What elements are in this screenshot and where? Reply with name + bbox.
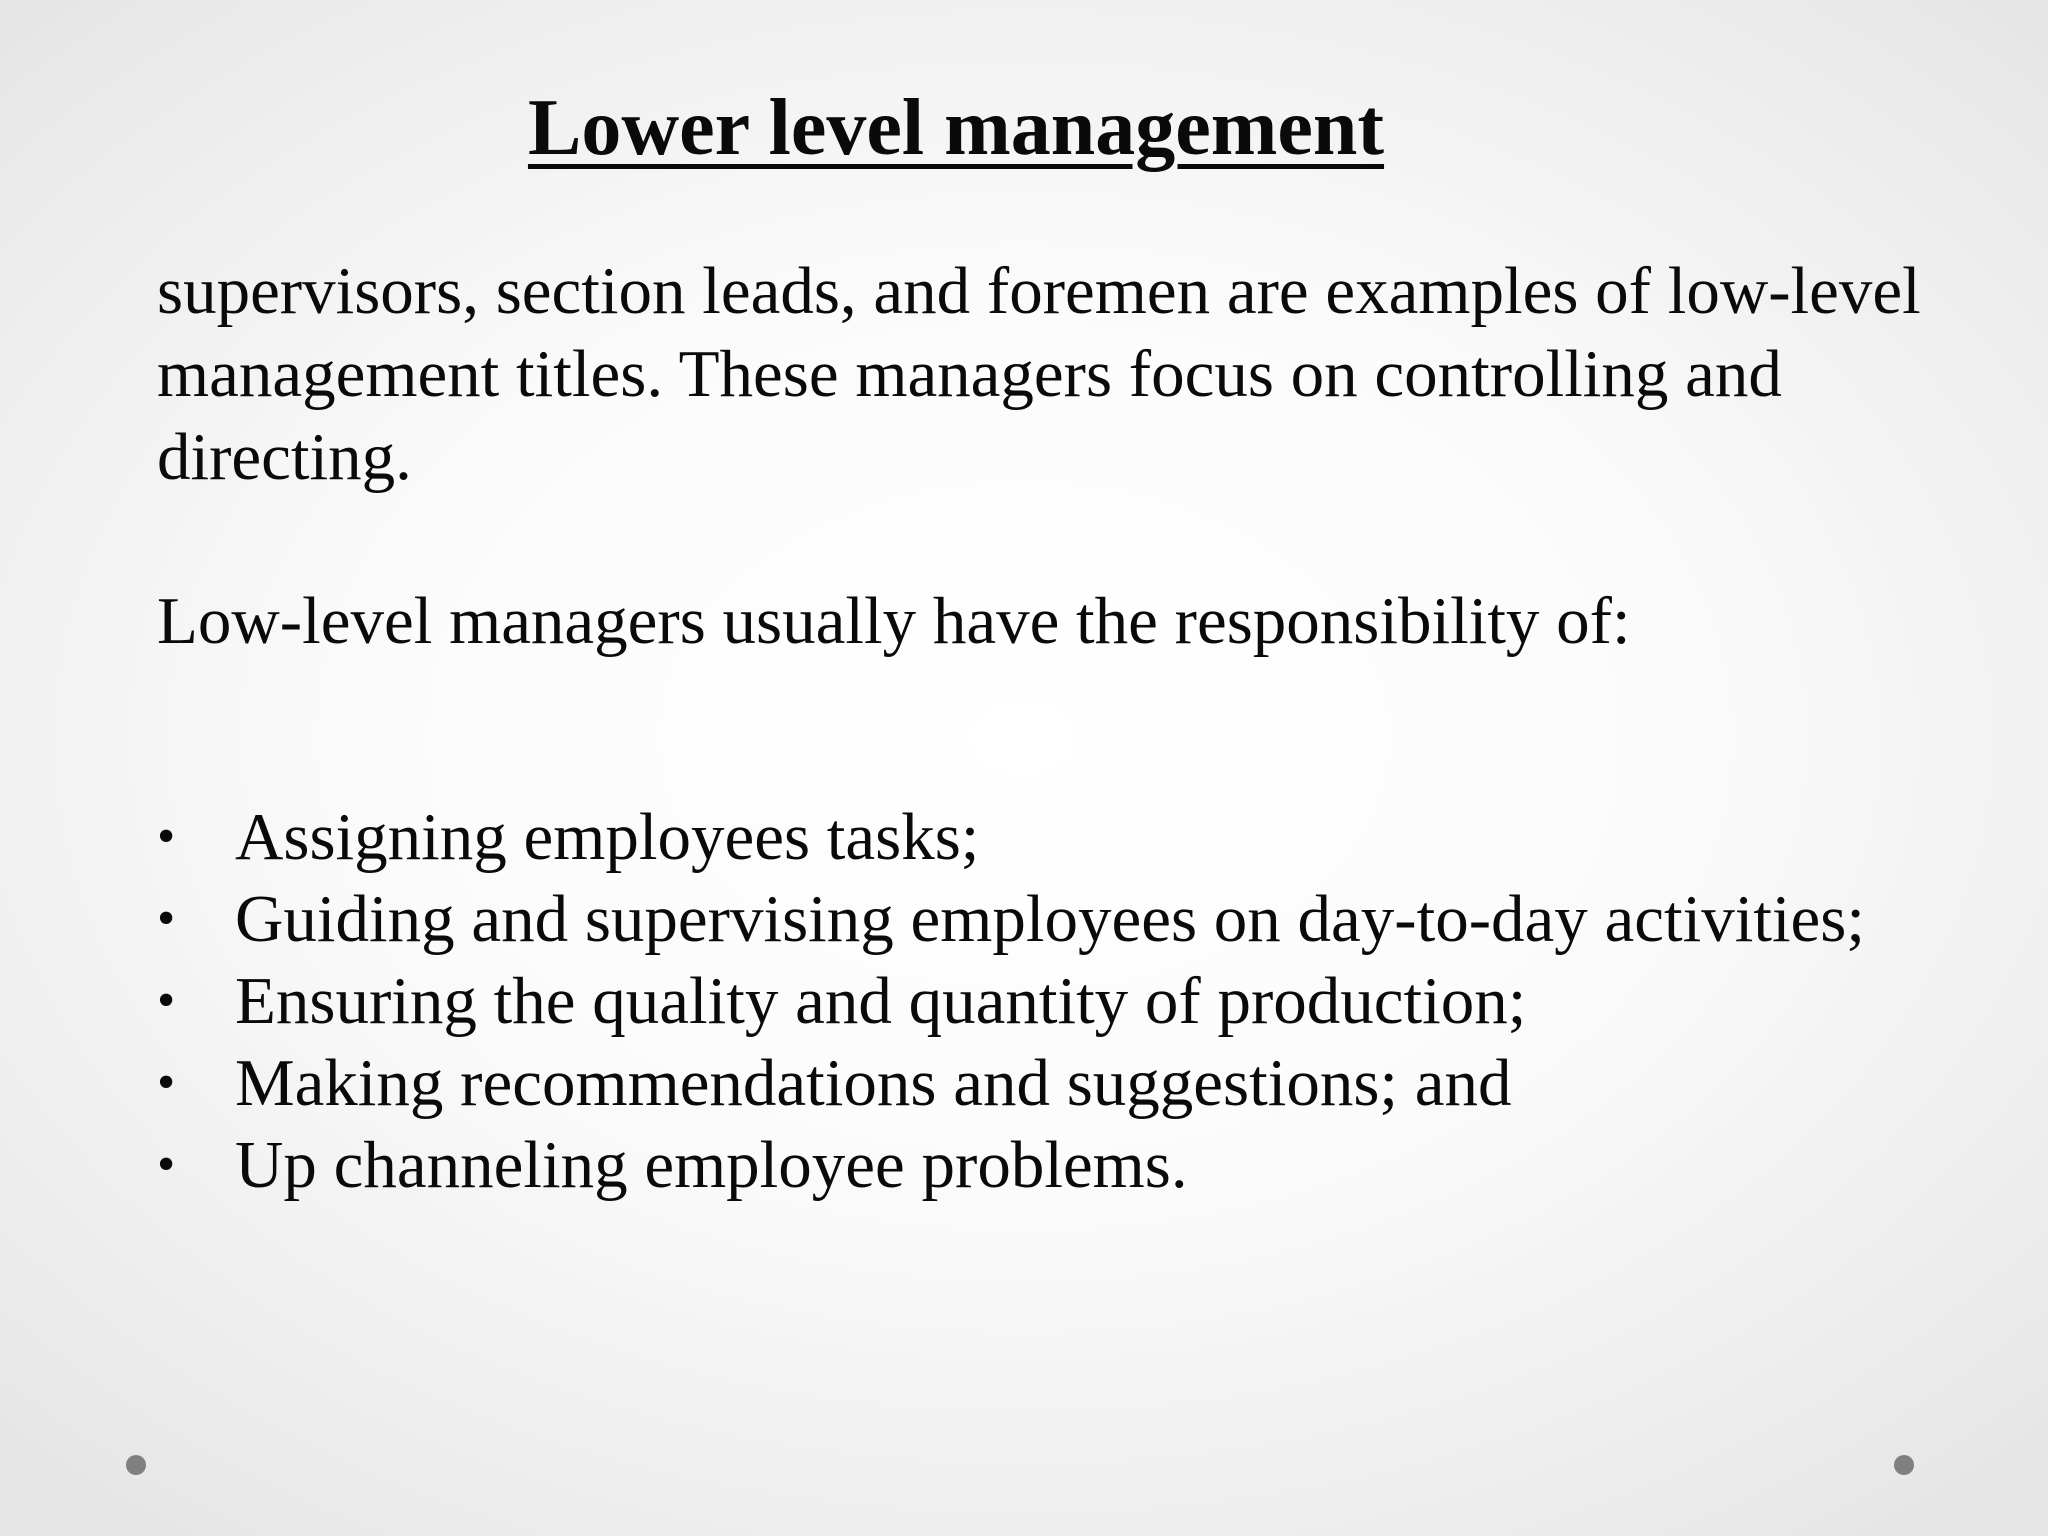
list-item-text: Assigning employees tasks; (235, 800, 980, 874)
list-item-text: Up channeling employee problems. (235, 1128, 1188, 1202)
list-item (157, 878, 1957, 960)
lead-sentence: Low-level managers usually have the responsibility of: (157, 584, 1631, 658)
list-item (157, 1124, 1957, 1206)
list-item-text: Guiding and supervising employees on day-to-day activities; (235, 882, 1865, 956)
corner-dot-icon (126, 1455, 146, 1475)
responsibility-list (157, 796, 1957, 1206)
corner-dot-icon (1894, 1455, 1914, 1475)
bullet-icon: • (157, 1136, 176, 1193)
bullet-icon: • (157, 890, 176, 947)
slide-title: Lower level management (527, 84, 1385, 172)
list-item (157, 960, 1957, 1042)
list-item (157, 1042, 1957, 1124)
list-item (157, 796, 1957, 878)
list-item-text: Making recommendations and suggestions; and (235, 1046, 1512, 1120)
bullet-icon: • (157, 808, 176, 865)
bullet-icon: • (157, 972, 176, 1029)
list-item-text: Ensuring the quality and quantity of production; (235, 964, 1527, 1038)
bullet-icon: • (157, 1054, 176, 1111)
intro-paragraph: supervisors, section leads, and foremen are examples of low-level management titles. These managers focus on controlling and directing. (157, 254, 1921, 494)
